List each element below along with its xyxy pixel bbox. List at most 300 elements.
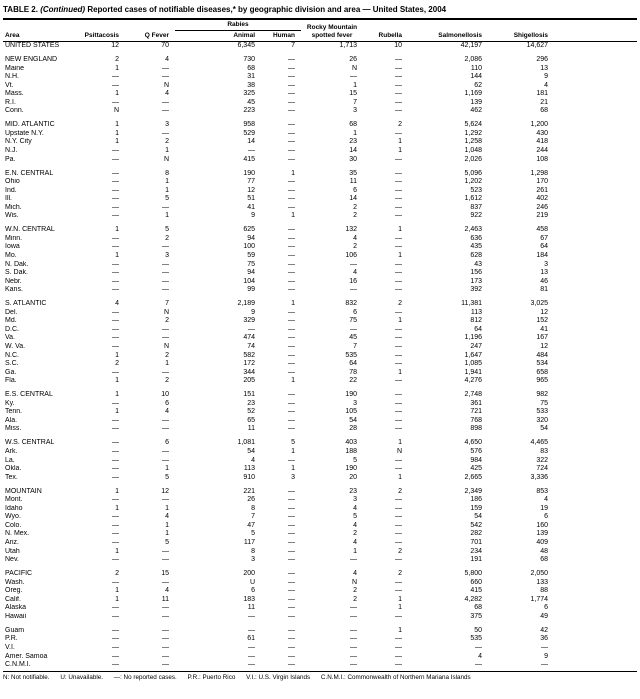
filler-cell xyxy=(554,439,637,448)
value-cell: 11 xyxy=(161,595,169,603)
area-cell: Nebr. xyxy=(5,277,22,285)
footnote xyxy=(3,671,637,683)
value-cell: 3 xyxy=(291,473,296,481)
rmsf-line2: spotted fever xyxy=(311,32,353,39)
value-cell: 4 xyxy=(353,521,358,529)
area-cell: Guam xyxy=(5,626,25,634)
value-cell: 104 xyxy=(243,277,255,285)
value-cell: 172 xyxy=(243,360,255,368)
table-row xyxy=(3,286,637,295)
value-cell: 68 xyxy=(540,556,549,564)
table-row xyxy=(3,309,637,318)
value-cell: 984 xyxy=(470,456,483,464)
value-cell: — xyxy=(288,98,296,106)
value-cell: 4 xyxy=(353,538,358,546)
value-cell: 1,258 xyxy=(464,138,483,146)
value-cell: 113 xyxy=(470,308,483,316)
value-cell: — xyxy=(162,612,169,620)
column-group-rabies: Rabies xyxy=(175,19,301,31)
table-row xyxy=(3,360,637,369)
filler-cell xyxy=(554,488,637,497)
value-cell: 3 xyxy=(353,496,358,504)
column-header-q-fever: Q Fever xyxy=(144,32,169,39)
value-cell: — xyxy=(162,604,169,612)
value-cell: — xyxy=(395,212,403,220)
filler-cell xyxy=(554,107,637,116)
value-cell: 139 xyxy=(470,98,483,106)
table-row xyxy=(3,317,637,326)
value-cell: 11,381 xyxy=(461,300,483,308)
value-cell: 3 xyxy=(353,399,358,407)
table-row xyxy=(3,644,637,653)
table-row xyxy=(3,121,637,130)
value-cell: 133 xyxy=(536,578,549,586)
value-cell: 1 xyxy=(115,64,119,72)
value-cell: 190 xyxy=(345,465,358,473)
area-cell: MID. ATLANTIC xyxy=(5,121,55,129)
value-cell: 458 xyxy=(536,226,549,234)
table-row xyxy=(3,425,637,434)
filler-cell xyxy=(554,147,637,156)
table-row xyxy=(3,261,637,270)
filler-cell xyxy=(554,408,637,417)
value-cell: — xyxy=(112,530,119,538)
area-cell: Del. xyxy=(5,308,18,316)
value-cell: 67 xyxy=(540,234,549,242)
filler-cell xyxy=(554,121,637,130)
table-row xyxy=(3,56,637,65)
value-cell: 1 xyxy=(398,626,403,634)
value-cell: 409 xyxy=(536,538,549,546)
value-cell: — xyxy=(288,277,296,285)
value-cell: — xyxy=(112,186,119,194)
table-row xyxy=(3,99,637,108)
value-cell: 50 xyxy=(474,626,483,634)
value-cell: 1 xyxy=(353,547,358,555)
value-cell: 721 xyxy=(470,408,483,416)
area-cell: Hawaii xyxy=(5,612,27,620)
value-cell: 5,624 xyxy=(464,121,483,129)
area-cell: Miss. xyxy=(5,425,22,433)
filler-cell xyxy=(554,505,637,514)
value-cell: 26 xyxy=(247,496,255,504)
value-cell: 1,941 xyxy=(464,368,483,376)
value-cell: 16 xyxy=(349,277,358,285)
value-cell: 9 xyxy=(544,73,549,81)
value-cell: 625 xyxy=(243,226,255,234)
table-row xyxy=(3,448,637,457)
value-cell: 11 xyxy=(247,425,255,433)
area-cell: Ind. xyxy=(5,186,17,194)
value-cell: 10 xyxy=(394,42,403,49)
table-row xyxy=(3,627,637,636)
filler-cell xyxy=(554,278,637,287)
value-cell: — xyxy=(112,465,119,473)
value-cell: 1 xyxy=(291,169,296,177)
value-cell: — xyxy=(288,269,296,277)
value-cell: — xyxy=(112,416,119,424)
value-cell: — xyxy=(395,81,403,89)
table-row xyxy=(3,147,637,156)
value-cell: 523 xyxy=(470,186,483,194)
area-cell: S.C. xyxy=(5,360,19,368)
header-row-1 xyxy=(3,19,637,31)
value-cell: — xyxy=(162,652,169,660)
value-cell: 5 xyxy=(165,538,169,546)
value-cell: 2 xyxy=(398,300,403,308)
area-cell: N.Y. City xyxy=(5,138,32,146)
area-cell: Fla. xyxy=(5,377,17,385)
filler-cell xyxy=(554,627,637,636)
value-cell: — xyxy=(288,661,296,669)
value-cell: — xyxy=(112,325,119,333)
value-cell: 1,647 xyxy=(464,351,483,359)
column-header-rabies-animal: Animal xyxy=(233,32,255,39)
value-cell: — xyxy=(162,644,169,651)
value-cell: — xyxy=(288,425,296,433)
table-row xyxy=(3,505,637,514)
value-cell: 2 xyxy=(165,377,169,385)
value-cell: — xyxy=(248,325,255,333)
value-cell: 1 xyxy=(165,465,169,473)
value-cell: 170 xyxy=(536,178,549,186)
table-header xyxy=(3,19,637,42)
value-cell: 4 xyxy=(478,652,483,660)
value-cell: 3 xyxy=(165,252,169,260)
value-cell: 4 xyxy=(251,456,255,464)
value-cell: — xyxy=(288,121,296,129)
value-cell: — xyxy=(112,269,119,277)
filler-cell xyxy=(554,243,637,252)
filler-cell xyxy=(554,99,637,108)
value-cell: 2 xyxy=(165,234,169,242)
value-cell: — xyxy=(162,98,169,106)
value-cell: 542 xyxy=(470,521,483,529)
value-cell: — xyxy=(288,635,296,643)
value-cell: 7 xyxy=(353,343,358,350)
value-cell: 12 xyxy=(540,343,549,350)
value-cell: 30 xyxy=(349,155,358,163)
table-row xyxy=(3,457,637,466)
filler-cell xyxy=(554,187,637,196)
value-cell: — xyxy=(350,286,358,294)
filler-cell xyxy=(554,644,637,653)
value-cell: 535 xyxy=(345,351,358,359)
value-cell: 110 xyxy=(470,64,483,72)
value-cell: 1,202 xyxy=(464,178,483,186)
value-cell: — xyxy=(162,456,169,464)
value-cell: 247 xyxy=(470,343,483,350)
value-cell: 1 xyxy=(353,129,358,137)
value-cell: 1,196 xyxy=(464,334,483,342)
value-cell: — xyxy=(112,578,119,586)
area-cell: Utah xyxy=(5,547,20,555)
value-cell: 4 xyxy=(165,408,169,416)
value-cell: 1 xyxy=(165,504,169,512)
value-cell: 1 xyxy=(115,90,119,98)
area-cell: NEW ENGLAND xyxy=(5,56,58,64)
value-cell: 1 xyxy=(115,408,119,416)
value-cell: 1 xyxy=(291,377,296,385)
value-cell: — xyxy=(288,578,296,586)
value-cell: 45 xyxy=(349,334,358,342)
value-cell: 78 xyxy=(349,368,358,376)
table-row xyxy=(3,474,637,483)
table-row xyxy=(3,138,637,147)
value-cell: — xyxy=(248,626,255,634)
area-cell: Ark. xyxy=(5,448,18,456)
table-row xyxy=(3,635,637,644)
filler-cell xyxy=(554,579,637,588)
value-cell: — xyxy=(395,377,403,385)
value-cell: — xyxy=(288,399,296,407)
value-cell: 9 xyxy=(251,308,255,316)
value-cell: — xyxy=(112,73,119,81)
table-row xyxy=(3,187,637,196)
value-cell: 88 xyxy=(540,587,549,595)
value-cell: 68 xyxy=(349,121,358,129)
filler-cell xyxy=(554,496,637,505)
area-cell: Vt. xyxy=(5,81,14,89)
value-cell: 108 xyxy=(536,155,549,163)
value-cell: 2,026 xyxy=(464,155,483,163)
value-cell: 100 xyxy=(243,243,255,251)
value-cell: 832 xyxy=(345,300,358,308)
table-row xyxy=(3,408,637,417)
table-row xyxy=(3,156,637,165)
value-cell: — xyxy=(288,652,296,660)
filler-cell xyxy=(554,448,637,457)
value-cell: — xyxy=(162,269,169,277)
value-cell: 6 xyxy=(544,513,549,521)
filler-cell xyxy=(554,457,637,466)
table-row xyxy=(3,130,637,139)
area-cell: Ala. xyxy=(5,416,18,424)
filler-cell xyxy=(554,56,637,65)
value-cell: — xyxy=(162,129,169,137)
value-cell: 54 xyxy=(247,448,255,456)
filler-cell xyxy=(554,391,637,400)
value-cell: 1,298 xyxy=(530,169,549,177)
table-row xyxy=(3,465,637,474)
value-cell: 144 xyxy=(470,73,483,81)
value-cell: — xyxy=(112,195,119,203)
value-cell: 325 xyxy=(243,90,255,98)
value-cell: — xyxy=(112,212,119,220)
value-cell: — xyxy=(112,308,119,316)
area-cell: Mo. xyxy=(5,252,17,260)
value-cell: 2,050 xyxy=(530,570,549,578)
value-cell: — xyxy=(112,399,119,407)
value-cell: 139 xyxy=(536,530,549,538)
table-row xyxy=(3,300,637,309)
filler-cell xyxy=(554,82,637,91)
value-cell: — xyxy=(112,439,119,447)
value-cell: 403 xyxy=(345,439,358,447)
footnote-item-u: U: Unavailable. xyxy=(60,674,104,682)
table-title-text: Reported cases of notifiable diseases,* by geographic division and area — United States, 2004 xyxy=(87,5,447,14)
value-cell: — xyxy=(162,107,169,115)
table-row xyxy=(3,604,637,613)
value-cell: 2 xyxy=(398,487,403,495)
value-cell: 4,282 xyxy=(464,595,483,603)
value-cell: 64 xyxy=(540,243,549,251)
area-cell: N.J. xyxy=(5,147,18,155)
area-cell: N. Dak. xyxy=(5,260,29,268)
filler-cell xyxy=(554,661,637,670)
table-row xyxy=(3,587,637,596)
value-cell: 5 xyxy=(353,456,358,464)
value-cell: — xyxy=(350,604,358,612)
value-cell: 160 xyxy=(536,521,549,529)
value-cell: — xyxy=(395,186,403,194)
filler-cell xyxy=(554,596,637,605)
value-cell: — xyxy=(288,178,296,186)
table-row xyxy=(3,65,637,74)
value-cell: — xyxy=(112,343,119,350)
filler-cell xyxy=(554,309,637,318)
area-cell: La. xyxy=(5,456,15,464)
table-title-prefix: TABLE 2. xyxy=(3,5,38,14)
value-cell: 658 xyxy=(536,368,549,376)
value-cell: 41 xyxy=(540,325,549,333)
table-row xyxy=(3,579,637,588)
value-cell: 812 xyxy=(470,317,483,325)
value-cell: 41 xyxy=(247,203,255,211)
table-row xyxy=(3,170,637,179)
value-cell: 5 xyxy=(251,530,255,538)
filler-cell xyxy=(554,90,637,99)
value-cell: — xyxy=(350,325,358,333)
area-cell: Mich. xyxy=(5,203,22,211)
value-cell: — xyxy=(162,73,169,81)
value-cell: — xyxy=(288,547,296,555)
filler-cell xyxy=(554,360,637,369)
value-cell: 1,048 xyxy=(464,147,483,155)
footnote-item-vi: V.I.: U.S. Virgin Islands xyxy=(246,674,311,682)
column-header-rabies-human: Human xyxy=(272,32,296,39)
value-cell: — xyxy=(395,661,403,669)
value-cell: — xyxy=(288,360,296,368)
table-row xyxy=(3,226,637,235)
value-cell: — xyxy=(112,626,119,634)
value-cell: — xyxy=(162,416,169,424)
value-cell: — xyxy=(288,325,296,333)
area-cell: N.H. xyxy=(5,73,19,81)
value-cell: 2 xyxy=(165,317,169,325)
value-cell: 2,349 xyxy=(464,487,483,495)
value-cell: 1 xyxy=(398,252,403,260)
value-cell: — xyxy=(288,90,296,98)
value-cell: 3 xyxy=(165,121,169,129)
value-cell: 529 xyxy=(243,129,255,137)
value-cell: 12 xyxy=(540,308,549,316)
value-cell: — xyxy=(112,286,119,294)
value-cell: 1 xyxy=(165,530,169,538)
filler-cell xyxy=(554,653,637,662)
filler-cell xyxy=(554,613,637,622)
value-cell: 6 xyxy=(251,587,255,595)
value-cell: — xyxy=(395,343,403,350)
value-cell: 4 xyxy=(544,81,549,89)
table-row xyxy=(3,178,637,187)
filler-cell xyxy=(554,269,637,278)
value-cell: 15 xyxy=(161,570,169,578)
value-cell: 9 xyxy=(251,212,255,220)
value-cell: — xyxy=(112,334,119,342)
filler-cell xyxy=(554,513,637,522)
value-cell: 402 xyxy=(536,195,549,203)
value-cell: 6 xyxy=(165,399,169,407)
value-cell: — xyxy=(395,425,403,433)
value-cell: — xyxy=(288,334,296,342)
value-cell: 132 xyxy=(345,226,358,234)
value-cell: 105 xyxy=(345,408,358,416)
value-cell: — xyxy=(288,252,296,260)
value-cell: — xyxy=(288,107,296,115)
value-cell: 837 xyxy=(470,203,483,211)
value-cell: — xyxy=(350,556,358,564)
value-cell: 4,276 xyxy=(464,377,483,385)
value-cell: — xyxy=(395,351,403,359)
value-cell: 922 xyxy=(470,212,483,220)
value-cell: — xyxy=(112,538,119,546)
value-cell: — xyxy=(112,243,119,251)
value-cell: 3 xyxy=(544,260,549,268)
value-cell: 205 xyxy=(243,377,255,385)
value-cell: — xyxy=(350,612,358,620)
value-cell: — xyxy=(395,308,403,316)
value-cell: N xyxy=(396,448,403,456)
value-cell: 415 xyxy=(243,155,255,163)
value-cell: 6 xyxy=(353,308,358,316)
table-row xyxy=(3,243,637,252)
table-body xyxy=(3,42,637,670)
value-cell: — xyxy=(395,129,403,137)
value-cell: 5 xyxy=(165,195,169,203)
value-cell: — xyxy=(112,425,119,433)
value-cell: 14,627 xyxy=(526,42,549,49)
value-cell: 425 xyxy=(470,465,483,473)
table-row xyxy=(3,334,637,343)
value-cell: 11 xyxy=(349,178,358,186)
filler-cell xyxy=(554,604,637,613)
value-cell: 117 xyxy=(243,538,255,546)
filler-cell xyxy=(554,587,637,596)
value-cell: 188 xyxy=(345,448,358,456)
filler-cell xyxy=(554,170,637,179)
table-title xyxy=(3,5,637,15)
area-cell: Nev. xyxy=(5,556,19,564)
value-cell: 660 xyxy=(470,578,483,586)
table-row xyxy=(3,530,637,539)
value-cell: — xyxy=(395,399,403,407)
value-cell: 628 xyxy=(470,252,483,260)
value-cell: 5,096 xyxy=(464,169,483,177)
table-row xyxy=(3,496,637,505)
filler-cell xyxy=(554,417,637,426)
value-cell: 2 xyxy=(353,587,358,595)
column-header-rmsf xyxy=(301,19,363,42)
value-cell: 31 xyxy=(247,73,255,81)
value-cell: 534 xyxy=(536,360,549,368)
value-cell: 2 xyxy=(165,351,169,359)
value-cell: — xyxy=(112,513,119,521)
value-cell: 5,800 xyxy=(464,570,483,578)
value-cell: 724 xyxy=(536,465,549,473)
value-cell: 2,463 xyxy=(464,226,483,234)
value-cell: — xyxy=(162,64,169,72)
